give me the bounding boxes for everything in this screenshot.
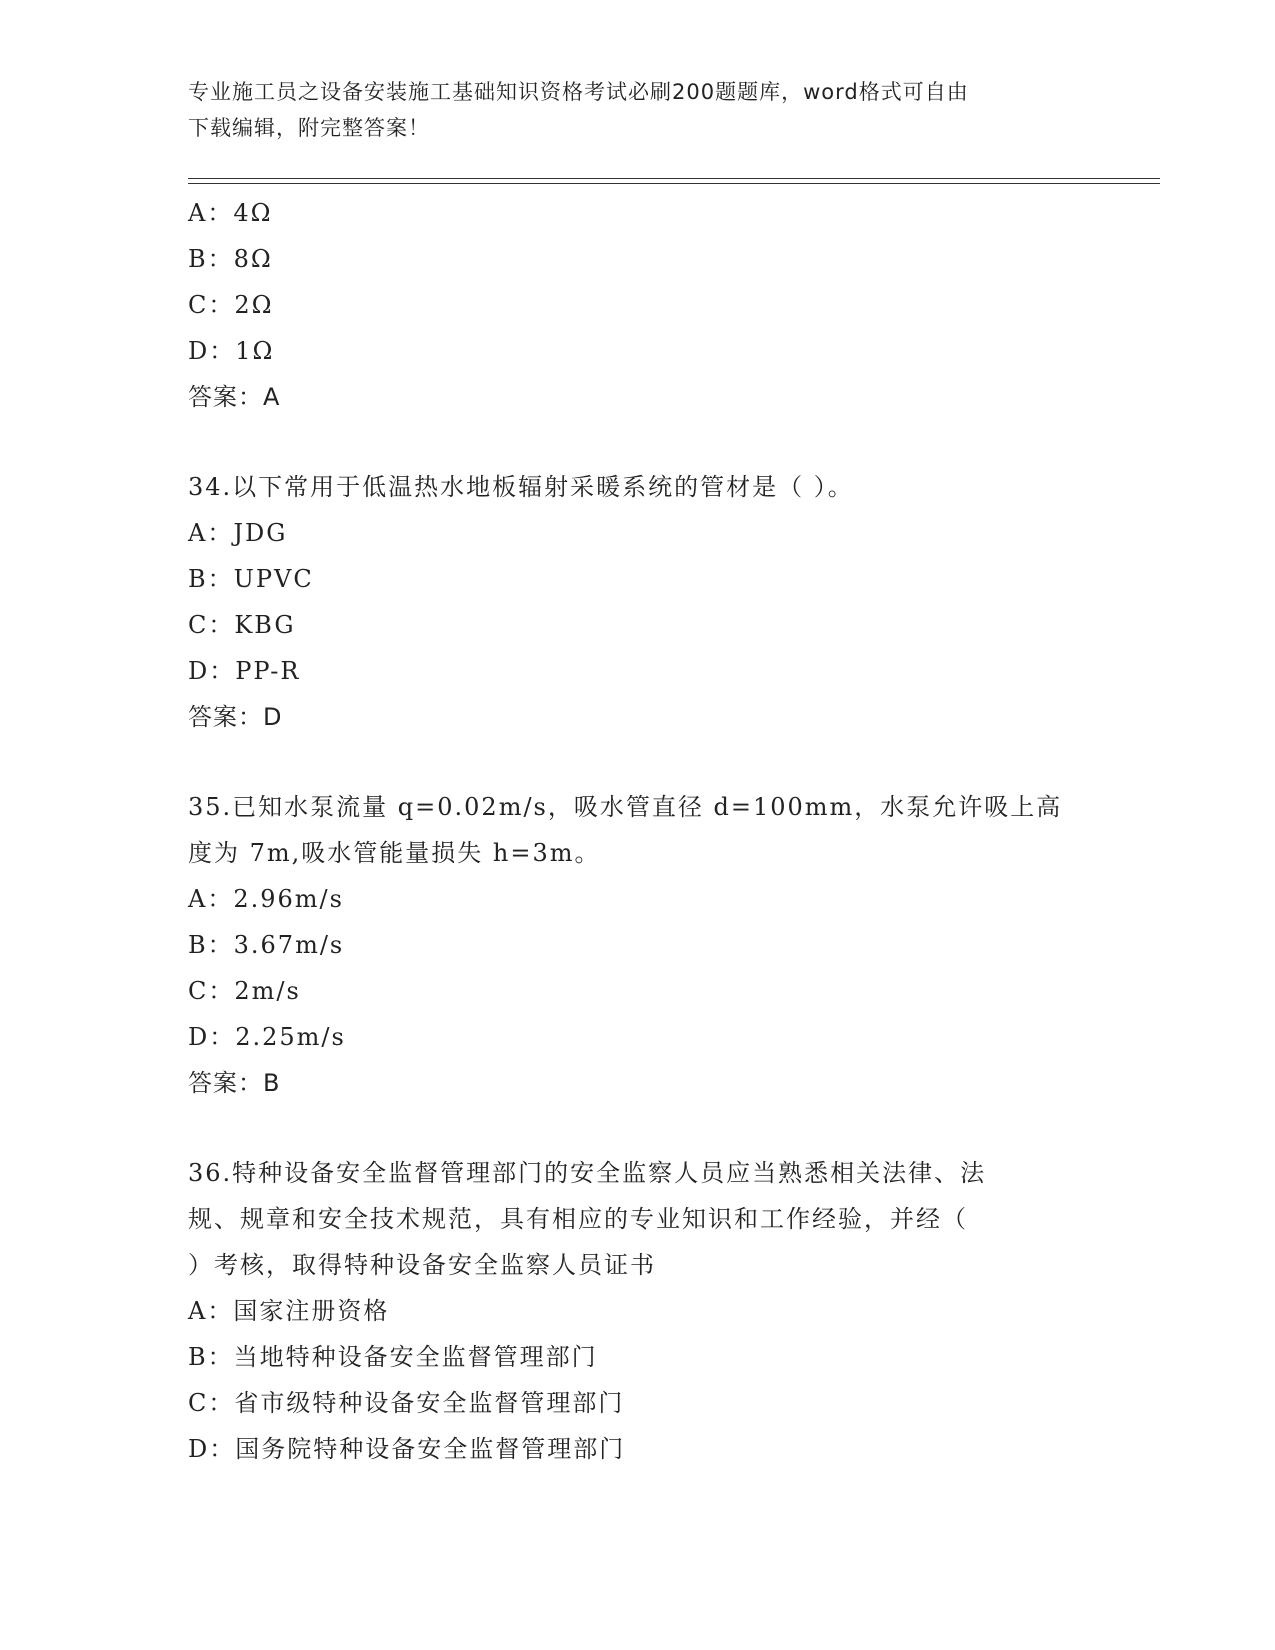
option-a: A：2.96m/s: [188, 885, 344, 913]
option-d: D：国务院特种设备安全监督管理部门: [188, 1435, 626, 1463]
option-c: C：2Ω: [188, 291, 274, 319]
question-text-line-1: 35.已知水泵流量 q=0.02m/s，吸水管直径 d=100mm，水泵允许吸上高: [188, 793, 1063, 821]
option-c: C：2m/s: [188, 977, 301, 1005]
option-c: C：省市级特种设备安全监督管理部门: [188, 1389, 625, 1417]
answer: 答案：B: [188, 1069, 281, 1097]
option-a: A：JDG: [188, 519, 288, 547]
option-d: D：1Ω: [188, 337, 275, 365]
option-a: A：国家注册资格: [188, 1297, 390, 1325]
option-a: A：4Ω: [188, 199, 273, 227]
question-text: 34.以下常用于低温热水地板辐射采暖系统的管材是（ ）。: [188, 473, 854, 501]
option-b: B：8Ω: [188, 245, 273, 273]
document-header: [188, 74, 1088, 146]
question-34: [188, 464, 1088, 740]
question-36: [188, 1150, 1088, 1472]
question-text-line-3: ）考核，取得特种设备安全监察人员证书: [188, 1251, 656, 1279]
question-text-line-1: 36.特种设备安全监督管理部门的安全监察人员应当熟悉相关法律、法: [188, 1159, 987, 1187]
option-b: B：UPVC: [188, 565, 314, 593]
option-b: B：3.67m/s: [188, 931, 345, 959]
option-b: B：当地特种设备安全监督管理部门: [188, 1343, 598, 1371]
question-33: [188, 190, 1088, 420]
header-rule-bottom: [188, 183, 1160, 184]
question-35: [188, 784, 1088, 1106]
question-text-line-2: 规、规章和安全技术规范，具有相应的专业知识和工作经验，并经（: [188, 1205, 968, 1233]
option-d: D：2.25m/s: [188, 1023, 346, 1051]
spacer: [188, 420, 1088, 464]
answer: 答案：D: [188, 703, 283, 731]
question-list: [188, 190, 1088, 1472]
spacer: [188, 1106, 1088, 1150]
answer: 答案：A: [188, 383, 281, 411]
header-line-1: 专业施工员之设备安装施工基础知识资格考试必刷200题题库，word格式可自由: [188, 80, 969, 104]
spacer: [188, 740, 1088, 784]
option-d: D：PP-R: [188, 657, 301, 685]
header-rule-top: [188, 178, 1160, 179]
option-c: C：KBG: [188, 611, 296, 639]
header-line-2: 下载编辑，附完整答案！: [188, 116, 430, 140]
question-text-line-2: 度为 7m,吸水管能量损失 h=3m。: [188, 839, 601, 867]
